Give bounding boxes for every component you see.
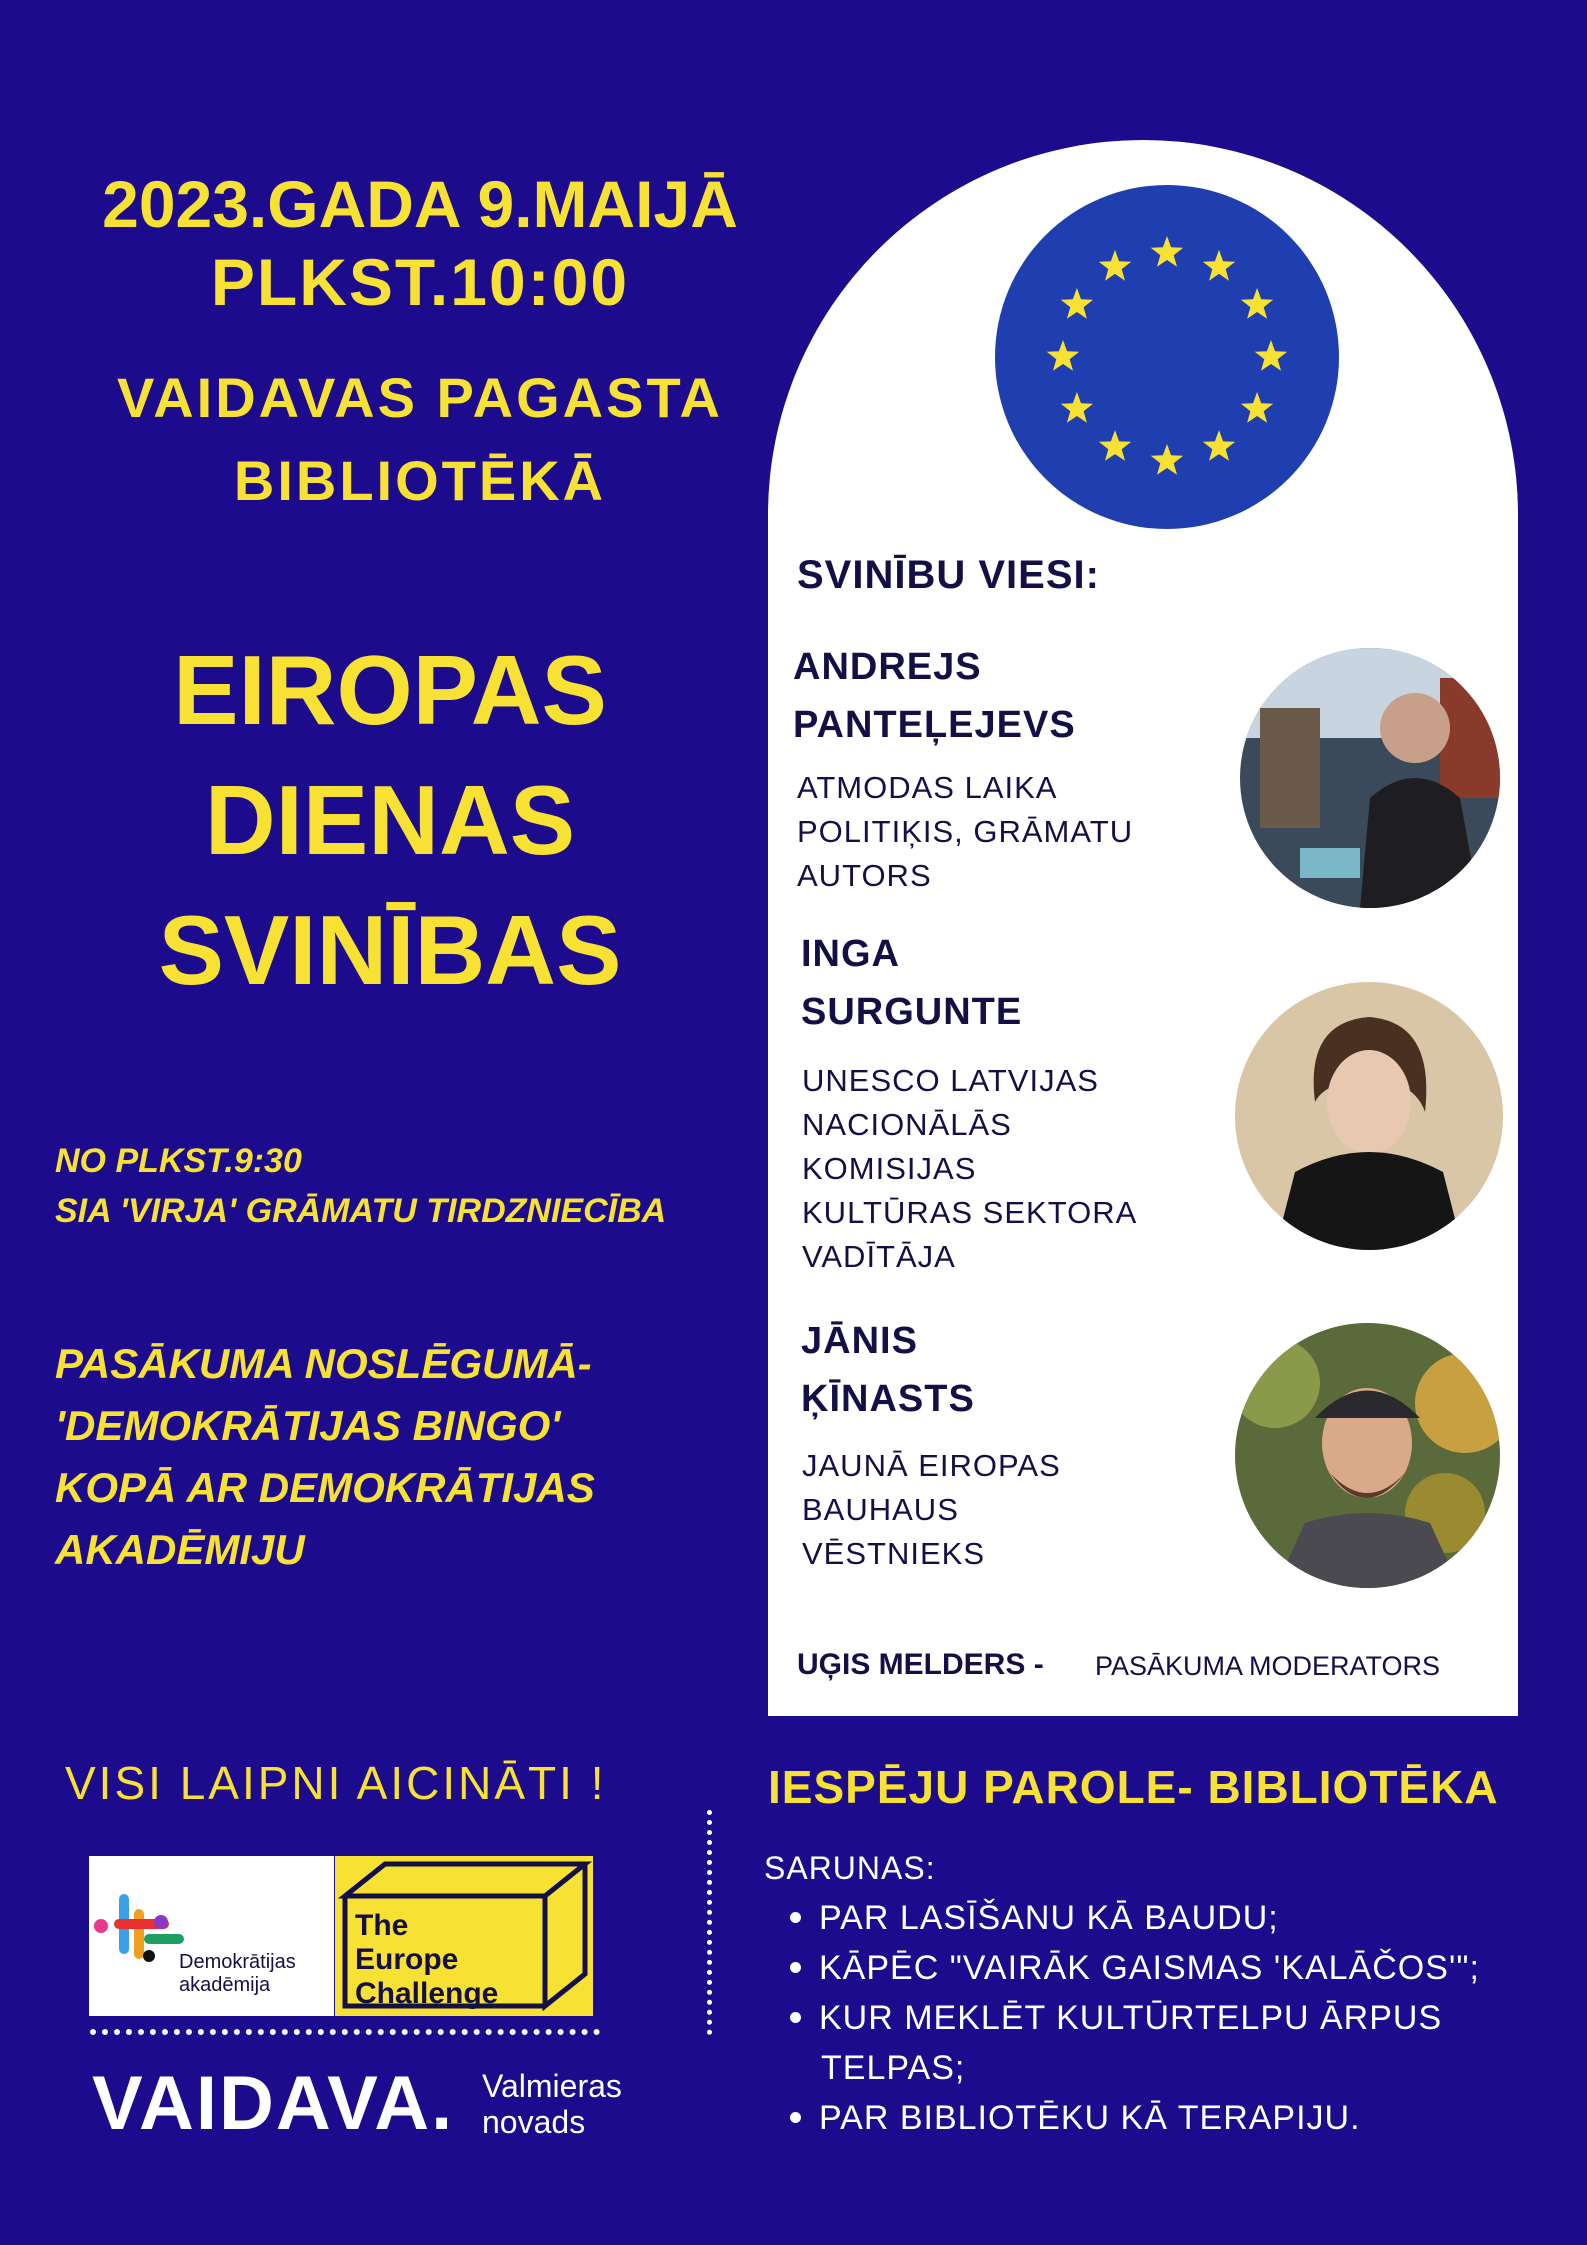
guest-2-desc-line-1: UNESCO LATVIJAS (802, 1063, 1099, 1098)
guest-2-desc-line-5: VADĪTĀJA (802, 1239, 956, 1274)
guest-2-desc-line-4: KULTŪRAS SEKTORA (802, 1195, 1138, 1230)
closing-line-4: AKADĒMIJU (55, 1526, 305, 1573)
democracy-academy-line-1: Demokrātijas (179, 1951, 296, 1973)
europe-challenge-text (355, 1909, 498, 2011)
guest-2-desc-line-3: KOMISIJAS (802, 1151, 977, 1186)
event-title-line-3: SVINĪBAS (158, 895, 622, 1005)
guest-3-name-line-2: ĶĪNASTS (801, 1378, 975, 1420)
welcome-text: VISI LAIPNI AICINĀTI ! (65, 1757, 607, 1809)
bullet-icon (790, 2012, 801, 2023)
event-date: 2023.GADA 9.MAIJĀ (102, 167, 738, 241)
europe-challenge-logo (335, 1856, 593, 2016)
dotted-divider-vertical (707, 1810, 712, 2035)
talk-item-3-continued: TELPAS; (821, 2049, 966, 2087)
talk-item-4-text: PAR BIBLIOTĒKU KĀ TERAPIJU. (819, 2099, 1361, 2137)
guest-3-desc-line-3: VĒSTNIEKS (802, 1536, 985, 1571)
guests-title: SVINĪBU VIESI: (797, 553, 1100, 597)
dotted-divider-horizontal (90, 2029, 600, 2035)
valmiera-line-2: novads (482, 2104, 586, 2140)
book-sale-text: SIA 'VIRJA' GRĀMATU TIRDZNIECĪBA (55, 1192, 667, 1230)
guest-1-photo (1240, 648, 1500, 908)
closing-line-1: PASĀKUMA NOSLĒGUMĀ- (55, 1340, 592, 1387)
event-time: PLKST.10:00 (210, 245, 630, 319)
guest-3-photo (1235, 1323, 1500, 1588)
guest-3-name-line-1: JĀNIS (801, 1320, 918, 1362)
bullet-icon (790, 1912, 801, 1923)
venue-line-1: VAIDAVAS PAGASTA (117, 366, 723, 429)
guest-2-photo (1235, 982, 1503, 1250)
event-title-line-2: DIENAS (204, 765, 576, 875)
valmiera-line-1: Valmieras (482, 2068, 622, 2104)
bullet-icon (790, 2112, 801, 2123)
event-title-line-1: EIROPAS (173, 635, 607, 745)
moderator-role: PASĀKUMA MODERATORS (1095, 1651, 1441, 1681)
slogan: IESPĒJU PAROLE- BIBLIOTĒKA (768, 1761, 1499, 1813)
talk-item-4 (790, 2093, 1361, 2143)
talk-item-2-text: KĀPĒC "VAIRĀK GAISMAS 'KALĀČOS'"; (819, 1949, 1480, 1987)
europe-challenge-line-3: Challenge (355, 1977, 499, 2010)
talks-title: SARUNAS: (764, 1850, 936, 1886)
bullet-icon (790, 1962, 801, 1973)
guest-2-name-line-1: INGA (801, 933, 900, 975)
moderator-name: UĢIS MELDERS - (797, 1648, 1044, 1681)
vaidava-logo: VAIDAVA. (92, 2061, 455, 2146)
guest-1-desc-line-3: AUTORS (797, 858, 932, 893)
book-sale-time: NO PLKST.9:30 (55, 1142, 302, 1180)
guest-2-name-line-2: SURGUNTE (801, 991, 1023, 1033)
democracy-academy-logo (89, 1856, 334, 2016)
guest-1-desc-line-2: POLITIĶIS, GRĀMATU (797, 814, 1134, 849)
europe-challenge-line-1: The (355, 1909, 409, 1942)
guest-1-name-line-2: PANTEĻEJEVS (793, 704, 1076, 746)
democracy-academy-line-2: akadēmija (179, 1974, 271, 1996)
venue-line-2: BIBLIOTĒKĀ (233, 449, 607, 512)
talk-item-1-text: PAR LASĪŠANU KĀ BAUDU; (819, 1899, 1279, 1937)
guest-3-desc-line-2: BAUHAUS (802, 1492, 959, 1527)
talk-item-3-text: KUR MEKLĒT KULTŪRTELPU ĀRPUS (819, 1999, 1443, 2037)
europe-challenge-line-2: Europe (355, 1943, 459, 1976)
guest-3-desc-line-1: JAUNĀ EIROPAS (802, 1448, 1061, 1483)
talk-item-3 (790, 1993, 1442, 2043)
guest-1-name-line-1: ANDREJS (793, 646, 982, 688)
talk-item-2 (790, 1943, 1480, 1993)
talk-item-1 (790, 1893, 1279, 1943)
guest-1-desc-line-1: ATMODAS LAIKA (797, 770, 1058, 805)
guest-2-desc-line-2: NACIONĀLĀS (802, 1107, 1012, 1142)
closing-line-2: 'DEMOKRĀTIJAS BINGO' (55, 1402, 561, 1449)
eu-flag-icon (995, 185, 1339, 529)
closing-line-3: KOPĀ AR DEMOKRĀTIJAS (55, 1464, 595, 1511)
